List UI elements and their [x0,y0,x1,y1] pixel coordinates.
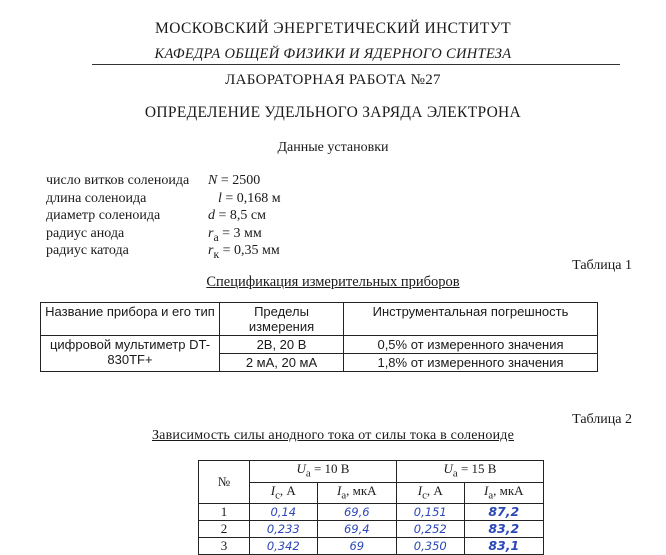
range-cell: 2В, 20 В [220,336,344,354]
setup-parameters [46,172,366,260]
param-label: радиус анода [46,225,125,241]
table-header-row [41,303,598,336]
param-label: диаметр соленоида [46,208,161,223]
param-label: длина соленоида [46,190,147,206]
table2-title: Зависимость силы анодного тока от силы тока в соленоиде [151,428,515,443]
param-label: число витков соленоида [46,173,190,188]
header-number: № [199,461,250,504]
header-ic: $I_c$, А [396,482,464,504]
measurements-table [198,460,544,555]
error-cell: 0,5% от измеренного значения [344,336,598,354]
table-header-row [199,461,544,483]
handwritten-ic: 0,342 [250,538,318,555]
param-cathode-radius [46,242,366,260]
param-anode-radius [46,225,366,243]
header-divider [92,64,620,65]
table2-number: Таблица 2 [572,412,632,427]
table-subheader-row [199,482,544,504]
table-row [199,538,544,555]
handwritten-ia: 83,1 [464,538,543,555]
row-number: 2 [199,521,250,538]
header-device: Название прибора и его тип [41,303,220,336]
table1-number: Таблица 1 [572,258,632,273]
header-error: Инструментальная погрешность [344,303,598,336]
institute-name: МОСКОВСКИЙ ЭНЕРГЕТИЧЕСКИЙ ИНСТИТУТ [155,20,511,37]
header-ia: $I_a$, мкА [464,482,543,504]
handwritten-ic: 0,252 [396,521,464,538]
row-number: 3 [199,538,250,555]
error-cell: 1,8% от измеренного значения [344,354,598,372]
param-label: радиус катода [46,243,129,258]
param-value: $r_a = 3$ мм [208,225,262,244]
handwritten-ia: 87,2 [464,504,543,521]
param-value: l = 0,168 м [218,190,281,206]
handwritten-ic: 0,233 [250,521,318,538]
table-row [199,521,544,538]
header-group-15v: $U_a = 15$ В [396,461,543,483]
handwritten-ia: 69,4 [317,521,396,538]
table-row [41,336,598,354]
param-length [46,190,366,208]
handwritten-ia: 69,6 [317,504,396,521]
lab-work-number: ЛАБОРАТОРНАЯ РАБОТА №27 [225,72,441,88]
instruments-table [40,302,598,372]
handwritten-ic: 0,350 [396,538,464,555]
table1-title: Спецификация измерительных приборов [206,274,460,290]
param-value: d = 8,5 см [208,208,266,223]
handwritten-ic: 0,151 [396,504,464,521]
department-name: КАФЕДРА ОБЩЕЙ ФИЗИКИ И ЯДЕРНОГО СИНТЕЗА [154,46,512,62]
handwritten-ic: 0,14 [250,504,318,521]
handwritten-ia: 83,2 [464,521,543,538]
header-range: Пределы измерения [220,303,344,336]
param-value: $r_к = 0,35$ мм [208,243,280,261]
row-number: 1 [199,504,250,521]
table-row [199,504,544,521]
setup-heading: Данные установки [277,140,389,155]
param-turns [46,172,366,190]
header-ia: $I_a$, мкА [317,482,396,504]
handwritten-ia: 69 [317,538,396,555]
device-name: цифровой мультиметр DT-830TF+ [41,336,220,372]
param-diameter [46,207,366,225]
range-cell: 2 мА, 20 мА [220,354,344,372]
header-group-10v: $U_a = 10$ В [250,461,397,483]
param-value: N = 2500 [208,173,261,188]
header-ic: $I_c$, А [250,482,318,504]
lab-work-title: ОПРЕДЕЛЕНИЕ УДЕЛЬНОГО ЗАРЯДА ЭЛЕКТРОНА [144,104,522,121]
